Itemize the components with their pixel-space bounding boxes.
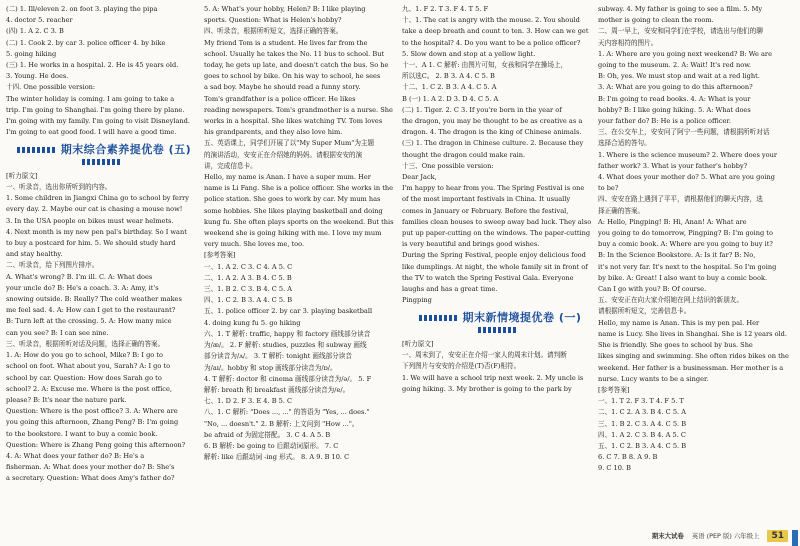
text-line: My friend Tom is a student. He lives far from the: [204, 38, 368, 47]
text-line: name is Lucy. She lives in Shanghai. She is 12 years old.: [598, 329, 787, 338]
text-line: 为/æ/。 2. F 解析: studies, puzzles 和 subway 画线: [204, 341, 367, 350]
text-line: 部分读音为/ʌ/。 3. T 解析: tonight 画线部分读音: [204, 352, 352, 361]
text-line: his grandparents, and they also love him.: [204, 128, 343, 137]
text-line: Hello, my name is Anan. I have a super mum. Her: [204, 173, 371, 182]
text-line: Tom's grandfather is a police officer. He likes: [204, 94, 356, 103]
text-line: 6. B 解析: be going to 后跟动词原形。 7. C: [204, 441, 339, 450]
text-line: trip. I'm going to Shanghai. I'm going there by plane.: [6, 105, 185, 114]
text-line: Question: Where is Zhang Peng going this afternoon?: [6, 440, 186, 449]
text-line: "No, ... doesn't." 2. B 解析: 上文问到 "How ..."。: [204, 419, 359, 428]
text-line: [听力原文]: [402, 339, 434, 348]
text-line: 1. A: Where are you going next weekend? B: We are: [598, 49, 772, 58]
text-line: to the hospital? 4. Do you want to be a police officer?: [402, 38, 581, 47]
text-line: goes to school by bike. On his way to school, he sees: [204, 72, 381, 81]
column-1-top: [6, 4, 196, 138]
text-line: your father do? B: He is a police officer.: [598, 117, 731, 126]
text-line: weekend she is going hiking with me. I love my mum: [204, 229, 382, 238]
text-line: 二、听录音，给下列图片排序。: [6, 261, 99, 270]
exam-banner-5: [6, 144, 196, 166]
banner-decoration: [17, 147, 55, 153]
text-line: [参考答案]: [598, 385, 630, 394]
text-line: weekend. Her father is a businessman. Her mother is a: [598, 363, 784, 372]
text-line: 十四. One possible version:: [6, 83, 96, 92]
text-line: is very beautiful and brings good wishes.: [402, 240, 540, 249]
text-line: 4. T 解析: doctor 和 cinema 画线部分读音为/ə/。 5. F: [204, 374, 372, 383]
text-line: Pingping: [402, 296, 432, 305]
text-line: kung fu. She often plays sports on the weekend. But this: [204, 217, 394, 226]
text-line: 解析: like 后跟动词 -ing 形式。 8. A 9. B 10. C: [204, 453, 350, 462]
text-line: you going this afternoon, Zhang Peng? B: I'm going: [6, 418, 179, 427]
text-line: me feel sad. 4. A: How can I get to the restaurant?: [6, 306, 176, 315]
text-line: 5. Slow down and stop at a yellow light.: [402, 49, 536, 58]
text-line: to the bookstore. I want to buy a comic book.: [6, 429, 158, 438]
text-line: put up paper-cutting on the windows. The paper-cutting: [402, 229, 591, 238]
text-line: B: Oh, yes. We must stop and wait at a red light.: [598, 72, 760, 81]
text-line: The winter holiday is coming. I am going to take a: [6, 94, 175, 103]
column-1-bottom: [6, 171, 196, 485]
text-line: 十二、1. C 2. B 3. A 4. C 5. A: [402, 83, 497, 92]
text-line: laughs and has a great time.: [402, 285, 498, 294]
text-line: like dumplings. At night, the whole family sit in front of: [402, 262, 588, 271]
text-line: reading newspapers. Tom's grandmother is a nurse. She: [204, 105, 393, 114]
text-line: [参考答案]: [204, 251, 236, 260]
text-line: comes in January or February. Before the festival,: [402, 206, 569, 215]
banner-decoration: [478, 327, 516, 333]
edge-tab: [792, 530, 798, 546]
text-line: B: In the Science Bookstore. A: Is it far? B: No,: [598, 251, 756, 260]
text-line: 4. doing kung fu 5. go hiking: [204, 318, 301, 327]
text-line: school on foot. What about you, Sarah? A: I go to: [6, 362, 171, 371]
text-line: I'm happy to hear from you. The Spring Festival is one: [402, 184, 585, 193]
text-line: 所以选C。 2. B 3. A 4. C 5. B: [402, 72, 495, 81]
text-line: a secretary. Question: What does Amy's father do?: [6, 474, 175, 483]
text-line: 一、1. A 2. C 3. C 4. A 5. C: [204, 262, 293, 271]
text-line: be afraid of 为固定搭配。 3. C 4. A 5. B: [204, 430, 331, 439]
text-line: Question: Where is the post office? 3. A: Where are: [6, 407, 178, 416]
text-line: (二) 1. Ill/eleven 2. on foot 3. playing the pipa: [6, 5, 158, 13]
text-line: 的演讲活动，安安正在介绍她的妈妈。请根据安安的演: [204, 150, 363, 159]
text-line: 请根据所听短文，完善信息卡。: [598, 307, 691, 316]
text-line: mother is going to clean the room.: [598, 16, 714, 25]
text-line: 四、听录音，根据所听短文，选择正确的答案。: [204, 27, 343, 36]
text-line: 五、安安正在向大家介绍她在网上结识的新朋友。: [598, 296, 744, 305]
text-line: 1. Where is the science museum? 2. Where does your: [598, 150, 778, 159]
text-line: 择正确的答案。: [598, 206, 645, 215]
text-line: (四) 1. A 2. C 3. B: [6, 27, 64, 36]
text-line: likes singing and swimming. She often rides bikes on the: [598, 352, 789, 361]
text-line: 3. Young. He does.: [6, 72, 69, 81]
column-3-bottom: [402, 339, 592, 395]
text-line: nurse. Lucy wants to be a singer.: [598, 374, 709, 383]
exam-banner-title: 期末综合素养提优卷 (五): [60, 143, 192, 157]
text-line: father work? 3. What is your father's hobby?: [598, 161, 748, 170]
exam-banner-new-1: [402, 312, 592, 334]
column-3-top: [402, 4, 592, 306]
text-line: it's not very far. It's next to the hospital. So I'm going: [598, 262, 777, 271]
text-line: Dear Jack,: [402, 173, 437, 182]
text-line: 三、在公交车上，安安问了阿宁一些问题，请根据所听对话: [598, 128, 770, 137]
text-line: 5. going hiking: [6, 49, 57, 58]
text-line: [听力原文]: [6, 171, 38, 180]
text-line: the TV to watch the Spring Festival Gala. Everyone: [402, 273, 574, 282]
text-line: She is friendly. She goes to school by bus. She: [598, 341, 753, 350]
text-line: A: Hello, Pingping! B: Hi, Anan! A: What are: [598, 217, 747, 226]
text-line: going to the museum. 2. A: Wait! It's red now.: [598, 61, 752, 70]
text-line: subway. 4. My father is going to see a film. 5. My: [598, 5, 763, 13]
text-line: 一、听录音，选出你所听到的内容。: [6, 183, 112, 192]
text-line: school? 2. A: Excuse me. Where is the post office,: [6, 384, 173, 393]
text-line: 十、1. The cat is angry with the mouse. 2. You should: [402, 16, 580, 25]
text-line: police station. She goes to work by car. My mum has: [204, 195, 381, 204]
text-line: the dragon, you may be thought to be as creative as a: [402, 117, 583, 126]
text-line: 四、1. C 2. B 3. A 4. C 5. B: [204, 296, 293, 305]
text-line: 1. We will have a school trip next week. 2. My uncle is: [402, 373, 584, 382]
text-line: Hello, my name is Anan. This is my pen pal. Her: [598, 318, 760, 327]
text-line: every day. 2. Maybe our cat is chasing a mouse now!: [6, 205, 183, 214]
text-line: 天内容相符的图片。: [598, 38, 658, 47]
text-line: 5. A: What's your hobby, Helen? B: I like playing: [204, 5, 366, 13]
exam-banner-title: 期末新情境提优卷 (一): [462, 311, 582, 325]
text-line: 4. What does your mother do? 5. What are you going: [598, 173, 775, 182]
text-line: 为/aɪ/。hobby 和 stop 画线部分读音为/ɒ/。: [204, 363, 337, 372]
text-line: 二、1. C 2. A 3. B 4. C 5. A: [598, 408, 686, 417]
text-line: 五、1. C 2. B 3. A 4. C 5. B: [598, 441, 687, 450]
text-line: 9. C 10. B: [598, 464, 631, 473]
text-line: I'm going to eat good food. I will have a good time.: [6, 128, 177, 137]
text-line: dragon. 4. The dragon is the king of Chinese animals.: [402, 128, 582, 137]
text-line: going hiking. 3. My brother is going to the park by: [402, 384, 572, 393]
text-line: 三、1. B 2. C 3. B 4. C 5. A: [204, 285, 293, 294]
column-1: [6, 4, 196, 485]
text-line: families clean houses to sweep away bad luck. They also: [402, 217, 592, 226]
text-line: 四、安安在路上遇到了平平，请根据他们的聊天内容，选: [598, 195, 763, 204]
banner-decoration: [419, 315, 457, 321]
text-line: sports. Question: What is Helen's hobby?: [204, 16, 342, 25]
text-line: take a deep breath and count to ten. 3. How can we get: [402, 27, 589, 36]
text-line: 3. In the USA people on bikes must wear helmets.: [6, 216, 174, 225]
text-line: 下列图片与安安的介绍是(T)否(F)相符。: [402, 362, 521, 371]
text-line: 七、1. D 2. F 3. E 4. B 5. C: [204, 397, 293, 406]
text-line: 五、1. police officer 2. by car 3. playing basketball: [204, 307, 373, 316]
page-number: 51: [767, 530, 788, 542]
text-line: 4. Next month is my new pen pal's birthday. So I want: [6, 227, 187, 236]
text-line: 十一、A 1. C 解析: 由图片可知，女孩和同学在操场上，: [402, 61, 568, 70]
text-line: a sad boy. Maybe he should read a funny story.: [204, 83, 361, 92]
text-line: hobby? B: I like going hiking. 5. A: What does: [598, 105, 751, 114]
text-line: 3. A: What are you going to do this afternoon?: [598, 83, 753, 92]
text-line: (三) 1. He works in a hospital. 2. He is 45 years old.: [6, 61, 179, 70]
column-4: [598, 4, 794, 475]
text-line: name is Li Fang. She is a police officer. She works in the: [204, 184, 394, 193]
text-line: 三、听录音，根据所听对话及问题，选择正确的答案。: [6, 339, 165, 348]
text-line: fisherman. A: What does your mother do? B: She's: [6, 463, 175, 472]
text-line: your uncle do? B: He's a coach. 3. A: Amy, it's: [6, 283, 159, 292]
text-line: 一、1. T 2. F 3. T 4. F 5. T: [598, 397, 684, 406]
column-3: [402, 4, 592, 395]
text-line: 解析: breath 和 breakfast 画线部分读音为/e/。: [204, 385, 350, 394]
text-line: you going to do tomorrow, Pingping? B: I'm going to: [598, 229, 773, 238]
text-line: and stay healthy.: [6, 250, 63, 259]
text-line: of the most important festivals in China. It usually: [402, 195, 571, 204]
text-line: (二) 1. Tiger. 2. C 3. If you're born in the year of: [402, 105, 562, 114]
text-line: 1. A: How do you go to school, Mike? B: I go to: [6, 351, 163, 360]
text-line: 十三、One possible version:: [402, 161, 494, 170]
text-line: 二、周一早上，安安和同学们在学校，请选出与他们的聊: [598, 27, 763, 36]
footer-brand: 期末大试卷: [651, 532, 684, 540]
text-line: 一、周末到了，安安正在介绍一家人的周末计划。请判断: [402, 351, 567, 360]
footer-info: 英语 (PEP 版) 六年级上: [691, 532, 760, 540]
text-line: thought the dragon could make rain.: [402, 150, 526, 159]
text-line: B (一) 1. A 2. D 3. D 4. C 5. A: [402, 94, 499, 103]
text-line: 4. A: What does your father do? B: He's a: [6, 451, 145, 460]
text-line: 6. C 7. B 8. A 9. B: [598, 453, 658, 462]
text-line: 六、1. T 解析: traffic, happy 和 factory 画线部分读音: [204, 329, 371, 338]
text-line: B: Turn left at the crossing. 5. A: How many mice: [6, 317, 172, 326]
text-line: buy a comic book. A: Where are you going to buy it?: [598, 240, 773, 249]
text-line: I'm going with my family. I'm going to visit Disneyland.: [6, 117, 191, 126]
text-line: by bike. A: Great! I also want to buy a comic book.: [598, 273, 768, 282]
text-line: 三、1. B 2. C 3. A 4. C 5. B: [598, 419, 687, 428]
text-line: 八、1. C 解析: "Does ..., ..." 的答语为 "Yes, ... does.": [204, 408, 370, 417]
text-line: 1. Some children in Jiangxi China go to school by ferry: [6, 194, 189, 203]
text-line: 四、1. A 2. C 3. B 4. A 5. C: [598, 430, 686, 439]
text-line: very much. She loves me, too.: [204, 240, 305, 249]
banner-decoration: [82, 159, 120, 165]
column-2: [204, 4, 394, 463]
text-line: to buy a postcard for him. 5. We should study hard: [6, 239, 176, 248]
text-line: to be?: [598, 184, 619, 193]
text-line: 选择合适的答句。: [598, 139, 651, 148]
text-line: works in a hospital. She likes watching TV. Tom loves: [204, 117, 383, 126]
text-line: 讲，完成信息卡。: [204, 161, 257, 170]
text-line: school. Usually he takes the No. 11 bus to school. But: [204, 49, 385, 58]
text-line: 九、1. F 2. T 3. F 4. T 5. F: [402, 5, 489, 13]
text-line: (二) 1. Cook 2. by car 3. police officer 4. by bike: [6, 38, 166, 47]
text-line: today, he gets up late, and doesn't catch the bus. So he: [204, 61, 389, 70]
text-line: Can I go with you? B: Of course.: [598, 285, 707, 294]
text-line: B: I'm going to read books. 4. A: What is your: [598, 94, 751, 103]
text-line: (三) 1. The dragon in Chinese culture. 2. Because they: [402, 139, 584, 148]
text-line: can you see? B: I can see nine.: [6, 328, 109, 337]
text-line: A. What's wrong? B. I'm ill. C. A: What does: [6, 272, 153, 281]
text-line: some hobbies. She likes playing basketball and doing: [204, 206, 383, 215]
text-line: please? B: It's near the nature park.: [6, 395, 127, 404]
text-line: snowing outside. B: Really? The cold weather makes: [6, 295, 182, 304]
text-line: 二、1. A 2. A 3. B 4. C 5. B: [204, 273, 292, 282]
text-line: During the Spring Festival, people enjoy delicious food: [402, 251, 586, 260]
text-line: 五、英语课上，同学们开展了以"My Super Mum"为主题: [204, 139, 375, 148]
text-line: school by car. Question: How does Sarah go to: [6, 373, 162, 382]
text-line: 4. doctor 5. reacher: [6, 16, 73, 25]
page-footer: [652, 530, 788, 542]
